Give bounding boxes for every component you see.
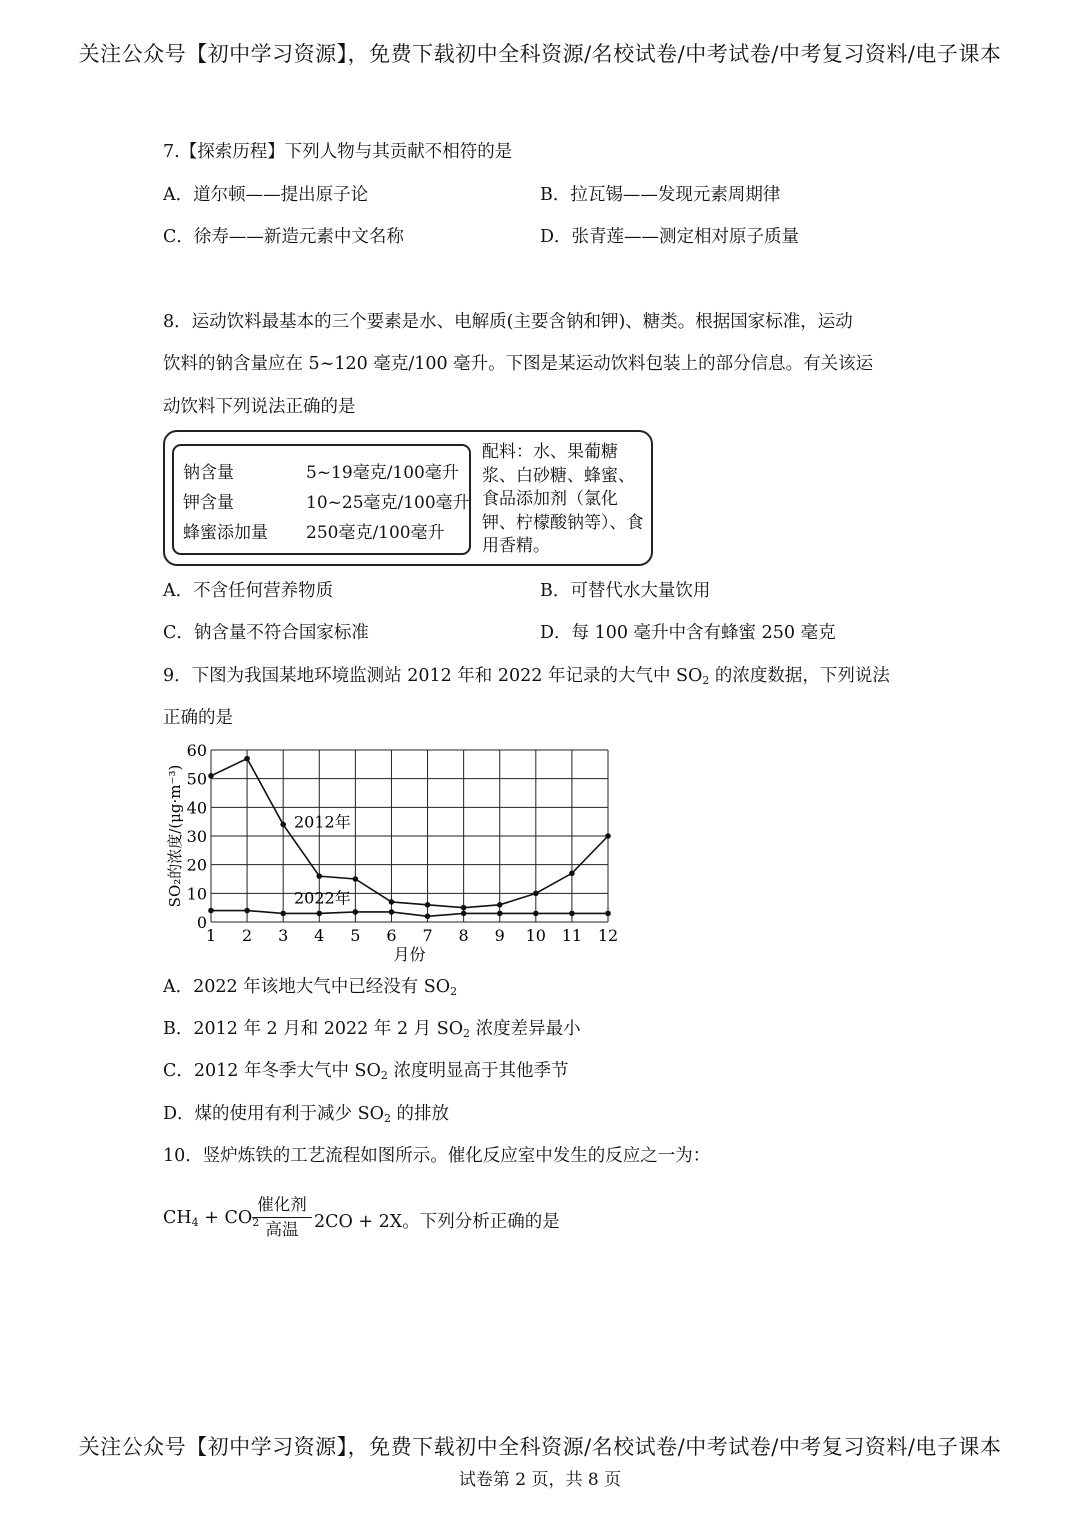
- series-line: [211, 759, 608, 908]
- label-row-name: 钾含量: [183, 493, 234, 513]
- q9-option-c-post: 浓度明显高于其他季节: [387, 1061, 569, 1081]
- banner-bottom: 关注公众号【初中学习资源】，免费下载初中全科资源/名校试卷/中考试卷/中考复习资料/电子课本: [78, 1435, 1002, 1459]
- q8-line2: 饮料的钠含量应在 5~120 毫克/100 毫升。下图是某运动饮料包装上的部分信息。有关该运: [163, 354, 874, 374]
- data-point: [497, 911, 503, 917]
- data-point: [244, 908, 250, 914]
- data-point: [605, 833, 611, 839]
- ingredients-text: 配料：水、果葡糖浆、白砂糖、蜂蜜、食品添加剂（氯化钾、柠檬酸钠等）、食用香精。: [482, 442, 644, 556]
- x-tick-label: 10: [525, 926, 546, 945]
- q10-line1: 10．竖炉炼铁的工艺流程如图所示。催化反应室中发生的反应之一为：: [163, 1146, 711, 1166]
- data-point: [569, 870, 575, 876]
- q9-option-a: [163, 976, 457, 1003]
- x-tick-label: 4: [314, 926, 325, 945]
- q9-option-b-post: 浓度差异最小: [470, 1019, 581, 1039]
- y-axis-label: SO₂的浓度/(μg·m⁻³): [166, 764, 184, 908]
- q9-option-c-sub: 2: [380, 1069, 388, 1082]
- label-row-value: 250毫克/100毫升: [306, 523, 445, 543]
- q9-option-d-sub: 2: [383, 1112, 391, 1125]
- q9-option-b-text: B．2012 年 2 月和 2022 年 2 月 SO: [163, 1019, 464, 1039]
- data-point: [569, 911, 575, 917]
- data-point: [316, 873, 322, 879]
- data-point: [316, 911, 322, 917]
- q8-line3: 动饮料下列说法正确的是: [163, 397, 356, 417]
- q10-products: [314, 1208, 560, 1233]
- x-tick-label: 12: [597, 926, 619, 945]
- data-point: [280, 822, 286, 828]
- q8-option-a: A．不含任何营养物质: [163, 581, 334, 601]
- banner-top: 关注公众号【初中学习资源】，免费下载初中全科资源/名校试卷/中考试卷/中考复习资料/电子课本: [78, 42, 1002, 66]
- label-row-name: 钠含量: [183, 463, 234, 483]
- eq-sub-2: 2: [252, 1216, 260, 1229]
- x-tick-label: 5: [350, 926, 361, 945]
- y-tick-label: 40: [186, 798, 207, 818]
- data-point: [389, 899, 395, 905]
- eq-ch: CH: [163, 1208, 192, 1228]
- series-label: 2022年: [294, 888, 351, 908]
- q9-option-a-sub: 2: [450, 985, 458, 998]
- q9-line1-b: 的浓度数据，下列说法: [709, 666, 890, 686]
- data-point: [461, 905, 467, 911]
- x-tick-label: 2: [241, 926, 253, 945]
- q7-option-a: A．道尔顿——提出原子论: [163, 185, 369, 205]
- x-tick-label: 3: [278, 926, 289, 945]
- y-tick-label: 0: [196, 913, 207, 932]
- q9-option-a-text: A．2022 年该地大气中已经没有 SO: [163, 977, 451, 997]
- data-point: [497, 902, 503, 908]
- q9-option-b-sub: 2: [463, 1027, 471, 1040]
- x-tick-label: 7: [422, 926, 433, 945]
- y-tick-label: 30: [186, 827, 207, 846]
- data-point: [461, 911, 467, 917]
- q8-option-d: D．每 100 毫升中含有蜂蜜 250 毫克: [540, 623, 836, 643]
- x-tick-label: 1: [205, 926, 217, 945]
- eq-products: 2CO + 2X: [314, 1212, 403, 1232]
- series-label: 2012年: [294, 812, 351, 832]
- data-point: [605, 911, 611, 917]
- q10-tail: 。下列分析正确的是: [402, 1212, 560, 1232]
- q9-line1-sub: 2: [702, 674, 710, 687]
- q8-option-c: C．钠含量不符合国家标准: [163, 623, 369, 643]
- eq-co: + CO: [198, 1208, 253, 1228]
- y-tick-label: 50: [186, 769, 207, 789]
- data-point: [533, 911, 539, 917]
- label-row-name: 蜂蜜添加量: [183, 523, 268, 543]
- data-point: [425, 902, 431, 908]
- data-point: [533, 891, 539, 897]
- y-tick-label: 60: [186, 741, 207, 760]
- series-line: [211, 911, 608, 917]
- q9-option-c-text: C．2012 年冬季大气中 SO: [163, 1061, 381, 1081]
- q9-line1: [163, 665, 890, 692]
- data-point: [353, 876, 359, 882]
- q7-option-c: C．徐寿——新造元素中文名称: [163, 227, 404, 247]
- so2-line-chart: [160, 740, 630, 965]
- data-point: [208, 908, 214, 914]
- label-row-value: 5~19毫克/100毫升: [306, 463, 459, 483]
- q9-option-b: [163, 1018, 581, 1045]
- x-tick-label: 6: [386, 926, 397, 945]
- data-point: [280, 911, 286, 917]
- q9-option-c: [163, 1060, 568, 1087]
- reaction-conditions: [252, 1195, 312, 1240]
- q8-line1: 8．运动饮料最基本的三个要素是水、电解质(主要含钠和钾)、糖类。根据国家标准，运动: [163, 312, 853, 332]
- data-point: [389, 909, 395, 915]
- q9-line2: 正确的是: [163, 708, 233, 728]
- y-tick-label: 10: [186, 884, 207, 904]
- page-number: 试卷第 2 页，共 8 页: [458, 1470, 622, 1490]
- eq-sub-4: 4: [191, 1216, 199, 1229]
- q9-option-d-text: D．煤的使用有利于减少 SO: [163, 1104, 384, 1124]
- y-tick-label: 20: [186, 855, 207, 875]
- label-row-value: 10~25毫克/100毫升: [306, 493, 470, 513]
- data-point: [425, 913, 431, 919]
- x-tick-label: 11: [561, 926, 583, 945]
- q9-line1-a: 9．下图为我国某地环境监测站 2012 年和 2022 年记录的大气中 SO: [163, 666, 703, 686]
- condition-catalyst: 催化剂: [257, 1195, 307, 1214]
- q7-stem: 7.【探索历程】下列人物与其贡献不相符的是: [163, 142, 513, 162]
- q7-option-b: B．拉瓦锡——发现元素周期律: [540, 185, 781, 205]
- condition-heat: 高温: [265, 1220, 299, 1239]
- q10-equation: [163, 1208, 259, 1229]
- data-point: [208, 773, 214, 779]
- q9-option-d: [163, 1103, 449, 1130]
- x-tick-label: 9: [494, 926, 505, 945]
- q7-option-d: D．张青莲——测定相对原子质量: [540, 227, 800, 247]
- equals-bar: [252, 1217, 312, 1218]
- data-point: [353, 909, 359, 915]
- x-axis-label: 月份: [393, 945, 426, 964]
- x-tick-label: 8: [458, 926, 469, 945]
- data-point: [244, 756, 250, 762]
- q8-option-b: B．可替代水大量饮用: [540, 581, 711, 601]
- q9-option-d-post: 的排放: [390, 1104, 450, 1124]
